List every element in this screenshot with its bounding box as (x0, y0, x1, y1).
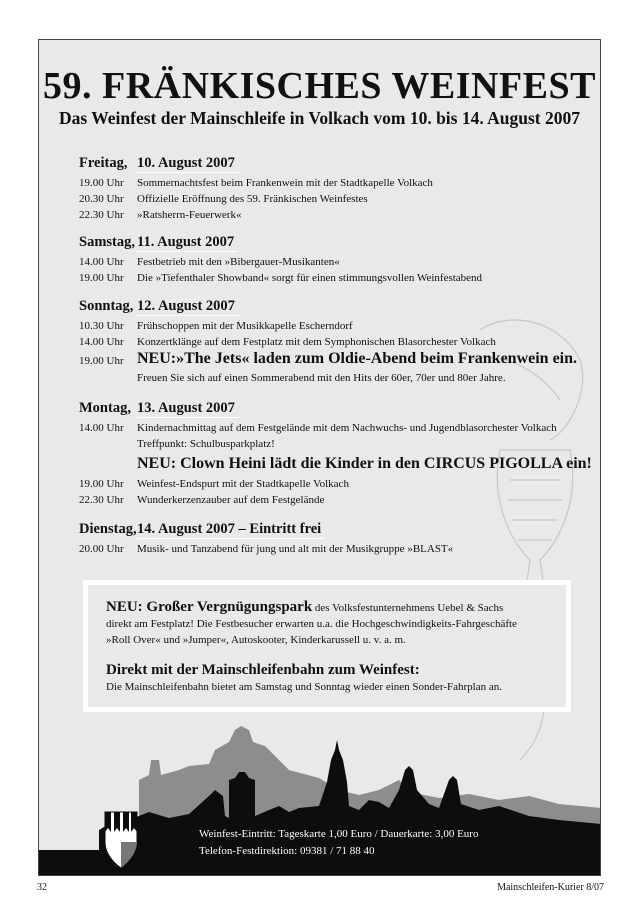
day-header (79, 233, 579, 251)
event-continuation: Freuen Sie sich auf einen Sommerabend mit den Hits der 60er, 70er und 80er Jahre. (137, 372, 506, 384)
day-saturday (79, 233, 579, 286)
day-tuesday (79, 520, 579, 557)
event-description: Offizielle Eröffnung des 59. Fränkischen Weinfestes (137, 193, 368, 205)
event-row (79, 541, 579, 557)
day-name: Montag, (79, 400, 131, 416)
phone-line: Telefon-Festdirektion: 09381 / 71 88 40 (199, 845, 375, 857)
day-date: 14. August 2007 – Eintritt frei (137, 520, 325, 539)
box-lead: NEU: Großer Vergnügungspark (106, 599, 313, 615)
event-description: Kindernachmittag auf dem Festgelände mit dem Nachwuchs- und Jugendblasorchester Volkach (137, 422, 557, 434)
day-date: 12. August 2007 (137, 297, 239, 316)
event-continuation: Treffpunkt: Schulbusparkplatz! (137, 438, 275, 450)
day-header (79, 520, 579, 538)
day-monday (79, 399, 592, 508)
box-heading: Direkt mit der Mainschleifenbahn zum Weinfest: (106, 662, 420, 678)
event-row (79, 476, 579, 492)
poster (38, 39, 601, 876)
poster-subtitle: Das Weinfest der Mainschleife in Volkach vom 10. bis 14. August 2007 (58, 108, 580, 128)
day-name: Samstag, (79, 234, 135, 250)
event-description: Sommernachtsfest beim Frankenwein mit der Stadtkapelle Volkach (137, 177, 433, 189)
day-sunday (79, 297, 579, 386)
event-time: 14.00 Uhr (79, 336, 124, 348)
event-description: Musik- und Tanzabend für jung und alt mit der Musikgruppe »BLAST« (137, 543, 454, 555)
event-row (79, 270, 579, 286)
publication-footer: Mainschleifen-Kurier 8/07 (497, 882, 604, 893)
highlight-announcement: NEU: Clown Heini lädt die Kinder in den CIRCUS PIGOLLA ein! (137, 455, 592, 472)
event-description: Frühschoppen mit der Musikkapelle Escherndorf (137, 320, 353, 332)
poster-title: 59. FRÄNKISCHES WEINFEST (43, 65, 596, 107)
box-paragraph (106, 599, 556, 648)
event-row (79, 492, 579, 508)
event-row (79, 420, 579, 436)
event-description: Weinfest-Endspurt mit der Stadtkapelle Volkach (137, 478, 349, 490)
event-description: Wunderkerzenzauber auf dem Festgelände (137, 494, 325, 506)
event-time: 14.00 Uhr (79, 256, 124, 268)
day-name: Sonntag, (79, 298, 134, 314)
event-row (79, 318, 579, 334)
event-row (79, 254, 579, 270)
event-description: Die »Tiefenthaler Showband« sorgt für einen stimmungsvollen Weinfestabend (137, 272, 483, 284)
event-row (79, 334, 579, 350)
day-date: 10. August 2007 (137, 154, 239, 173)
coat-of-arms-icon (103, 810, 139, 870)
event-row (79, 191, 579, 207)
event-time: 19.00 Uhr (79, 272, 124, 284)
event-time: 19.00 Uhr (79, 478, 124, 490)
event-time: 10.30 Uhr (79, 320, 124, 332)
event-description: NEU:»The Jets« laden zum Oldie-Abend beim Frankenwein ein. (137, 350, 578, 367)
box-line: »Roll Over« und »Jumper«, Autoskooter, Kinderkarussell u. v. a. m. (106, 634, 406, 646)
box-line: Die Mainschleifenbahn bietet am Samstag und Sonntag wieder einen Sonder-Fahrplan an. (106, 681, 502, 693)
day-date: 11. August 2007 (137, 233, 238, 252)
day-name: Dienstag, (79, 521, 137, 537)
day-header (79, 399, 579, 417)
footer-info (199, 826, 478, 860)
event-time: 14.00 Uhr (79, 422, 124, 434)
event-time: 20.30 Uhr (79, 193, 124, 205)
box-line: des Volksfestunternehmens Uebel & Sachs (312, 602, 504, 614)
page-number: 32 (37, 882, 47, 893)
info-box (83, 580, 571, 712)
day-name: Freitag, (79, 155, 128, 171)
event-time: 19.00 Uhr (79, 355, 124, 367)
event-row (79, 207, 579, 223)
event-row (79, 175, 579, 191)
event-description: »Ratsherrn-Feuerwerk« (137, 209, 242, 221)
admission-line: Weinfest-Eintritt: Tageskarte 1,00 Euro / Dauerkarte: 3,00 Euro (199, 828, 479, 840)
event-description: Festbetrieb mit den »Bibergauer-Musikanten« (137, 256, 340, 268)
event-row-highlight (79, 350, 579, 370)
day-header (79, 297, 579, 315)
event-time: 22.30 Uhr (79, 209, 124, 221)
event-description: Konzertklänge auf dem Festplatz mit dem Symphonischen Blasorchester Volkach (137, 336, 496, 348)
event-time: 20.00 Uhr (79, 543, 124, 555)
day-friday (79, 154, 579, 223)
day-header (79, 154, 579, 172)
event-time: 19.00 Uhr (79, 177, 124, 189)
event-time: 22.30 Uhr (79, 494, 124, 506)
day-date: 13. August 2007 (137, 399, 239, 418)
box-line: direkt am Festplatz! Die Festbesucher erwarten u.a. die Hochgeschwindigkeits-Fahrgeschäfte (106, 618, 517, 630)
